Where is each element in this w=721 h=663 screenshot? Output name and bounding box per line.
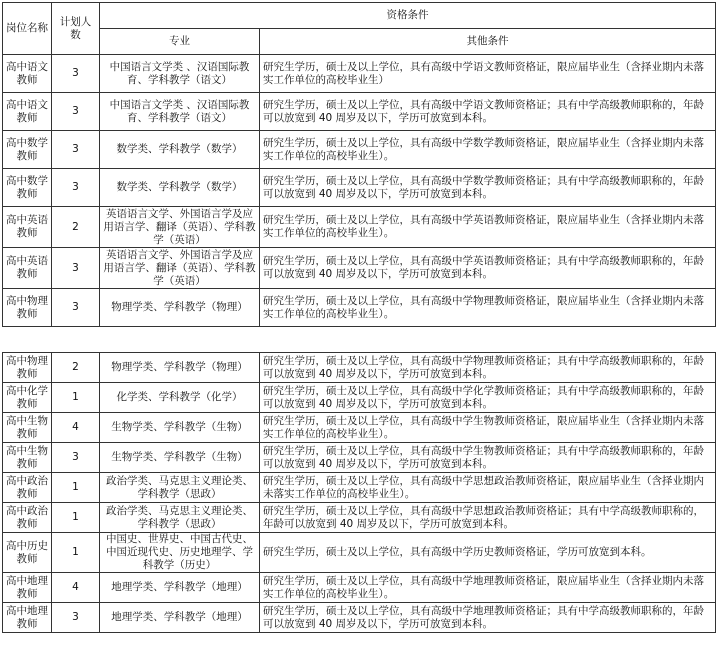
cell-major: 物理学类、学科教学（物理） (100, 353, 260, 383)
table-row (3, 131, 716, 169)
cell-position: 高中语文教师 (3, 93, 52, 131)
cell-other-conditions: 研究生学历，硕士及以上学位，具有高级中学化学教师资格证；具有中学高级教师职称的，年龄可以放宽到 40 周岁及以下，学历可放宽到本科。 (260, 383, 716, 413)
header-other-conditions: 其他条件 (260, 29, 716, 55)
cell-other-conditions: 研究生学历，硕士及以上学位，具有高级中学物理教师资格证，限应届毕业生（含择业期内未落实工作单位的高校毕业生）。 (260, 289, 716, 327)
cell-other-conditions: 研究生学历，硕士及以上学位，具有高级中学生物教师资格证，限应届毕业生（含择业期内未落实工作单位的高校毕业生）。 (260, 413, 716, 443)
table-row (3, 383, 716, 413)
cell-position: 高中英语教师 (3, 207, 52, 248)
cell-plan-count: 1 (52, 533, 100, 573)
cell-plan-count: 1 (52, 503, 100, 533)
cell-plan-count: 3 (52, 55, 100, 93)
cell-other-conditions: 研究生学历，硕士及以上学位，具有高级中学语文教师资格证，限应届毕业生（含择业期内未落实工作单位的高校毕业生） (260, 55, 716, 93)
cell-position: 高中地理教师 (3, 603, 52, 633)
table-row (3, 169, 716, 207)
cell-position: 高中政治教师 (3, 473, 52, 503)
cell-major: 政治学类、马克思主义理论类、学科教学（思政） (100, 503, 260, 533)
header-qualification: 资格条件 (100, 3, 716, 29)
cell-plan-count: 3 (52, 131, 100, 169)
table-row (3, 443, 716, 473)
cell-position: 高中地理教师 (3, 573, 52, 603)
cell-major: 地理学类、学科教学（地理） (100, 573, 260, 603)
cell-position: 高中物理教师 (3, 289, 52, 327)
cell-other-conditions: 研究生学历，硕士及以上学位，具有高级中学数学教师资格证，限应届毕业生（含择业期内未落实工作单位的高校毕业生）。 (260, 131, 716, 169)
cell-other-conditions: 研究生学历，硕士及以上学位，具有高级中学思想政治教师资格证，限应届毕业生（含择业期内未落实工作单位的高校毕业生）。 (260, 473, 716, 503)
recruitment-table-part-2 (2, 352, 716, 633)
cell-major: 物理学类、学科教学（物理） (100, 289, 260, 327)
table-row (3, 413, 716, 443)
cell-other-conditions: 研究生学历，硕士及以上学位，具有高级中学语文教师资格证；具有中学高级教师职称的，年龄可以放宽到 40 周岁及以下，学历可放宽到本科。 (260, 93, 716, 131)
header-row-bottom (3, 29, 716, 55)
cell-position: 高中生物教师 (3, 413, 52, 443)
cell-plan-count: 3 (52, 169, 100, 207)
cell-plan-count: 3 (52, 443, 100, 473)
cell-plan-count: 2 (52, 207, 100, 248)
cell-major: 生物学类、学科教学（生物） (100, 413, 260, 443)
table-row (3, 603, 716, 633)
table-row (3, 55, 716, 93)
table-row (3, 289, 716, 327)
cell-position: 高中数学教师 (3, 169, 52, 207)
cell-major: 数学类、学科教学（数学） (100, 131, 260, 169)
table-body-part-2 (3, 353, 716, 633)
cell-plan-count: 3 (52, 93, 100, 131)
cell-position: 高中物理教师 (3, 353, 52, 383)
cell-major: 政治学类、马克思主义理论类、学科教学（思政） (100, 473, 260, 503)
cell-position: 高中语文教师 (3, 55, 52, 93)
cell-plan-count: 1 (52, 473, 100, 503)
cell-other-conditions: 研究生学历，硕士及以上学位，具有高级中学地理教师资格证；具有中学高级教师职称的，年龄可以放宽到 40 周岁及以下，学历可放宽到本科。 (260, 603, 716, 633)
cell-major: 生物学类、学科教学（生物） (100, 443, 260, 473)
cell-position: 高中历史教师 (3, 533, 52, 573)
header-row-top (3, 3, 716, 29)
cell-other-conditions: 研究生学历，硕士及以上学位，具有高级中学地理教师资格证，限应届毕业生（含择业期内未落实工作单位的高校毕业生）。 (260, 573, 716, 603)
cell-other-conditions: 研究生学历，硕士及以上学位，具有高级中学生物教师资格证；具有中学高级教师职称的，年龄可以放宽到 40 周岁及以下，学历可放宽到本科。 (260, 443, 716, 473)
cell-major: 英语语言文学、外国语言学及应用语言学、翻译（英语）、学科教学（英语） (100, 248, 260, 289)
cell-major: 数学类、学科教学（数学） (100, 169, 260, 207)
header-plan-count: 计划人数 (52, 3, 100, 55)
cell-other-conditions: 研究生学历，硕士及以上学位，具有高级中学思想政治教师资格证；具有中学高级教师职称的，年龄可以放宽到 40 周岁及以下，学历可放宽到本科。 (260, 503, 716, 533)
cell-other-conditions: 研究生学历，硕士及以上学位，具有高级中学英语教师资格证；具有中学高级教师职称的，年龄可以放宽到 40 周岁及以下，学历可放宽到本科。 (260, 248, 716, 289)
cell-major: 地理学类、学科教学（地理） (100, 603, 260, 633)
cell-position: 高中政治教师 (3, 503, 52, 533)
cell-plan-count: 3 (52, 603, 100, 633)
cell-position: 高中英语教师 (3, 248, 52, 289)
cell-major: 英语语言文学、外国语言学及应用语言学、翻译（英语）、学科教学（英语） (100, 207, 260, 248)
cell-plan-count: 4 (52, 413, 100, 443)
cell-plan-count: 2 (52, 353, 100, 383)
cell-position: 高中生物教师 (3, 443, 52, 473)
table-row (3, 353, 716, 383)
table-row (3, 573, 716, 603)
table-row (3, 93, 716, 131)
cell-other-conditions: 研究生学历，硕士及以上学位，具有高级中学历史教师资格证，学历可放宽到本科。 (260, 533, 716, 573)
cell-plan-count: 3 (52, 289, 100, 327)
cell-position: 高中数学教师 (3, 131, 52, 169)
cell-other-conditions: 研究生学历，硕士及以上学位，具有高级中学物理教师资格证；具有中学高级教师职称的，年龄可以放宽到 40 周岁及以下，学历可放宽到本科。 (260, 353, 716, 383)
table-row (3, 248, 716, 289)
recruitment-table-part-1 (2, 2, 716, 327)
header-position: 岗位名称 (3, 3, 52, 55)
header-major: 专业 (100, 29, 260, 55)
table-row (3, 503, 716, 533)
cell-major: 中国语言文学类 、汉语国际教育、学科教学（语文） (100, 93, 260, 131)
cell-plan-count: 3 (52, 248, 100, 289)
cell-plan-count: 1 (52, 383, 100, 413)
cell-major: 中国史、世界史、中国古代史、中国近现代史、历史地理学、学科教学（历史） (100, 533, 260, 573)
table-row (3, 533, 716, 573)
cell-other-conditions: 研究生学历，硕士及以上学位，具有高级中学数学教师资格证；具有中学高级教师职称的，年龄可以放宽到 40 周岁及以下，学历可放宽到本科。 (260, 169, 716, 207)
cell-other-conditions: 研究生学历，硕士及以上学位，具有高级中学英语教师资格证，限应届毕业生（含择业期内未落实工作单位的高校毕业生）。 (260, 207, 716, 248)
table-row (3, 207, 716, 248)
cell-position: 高中化学教师 (3, 383, 52, 413)
cell-major: 中国语言文学类 、汉语国际教育、学科教学（语文） (100, 55, 260, 93)
table-row (3, 473, 716, 503)
cell-major: 化学类、学科教学（化学） (100, 383, 260, 413)
table-body-part-1 (3, 3, 716, 327)
cell-plan-count: 4 (52, 573, 100, 603)
